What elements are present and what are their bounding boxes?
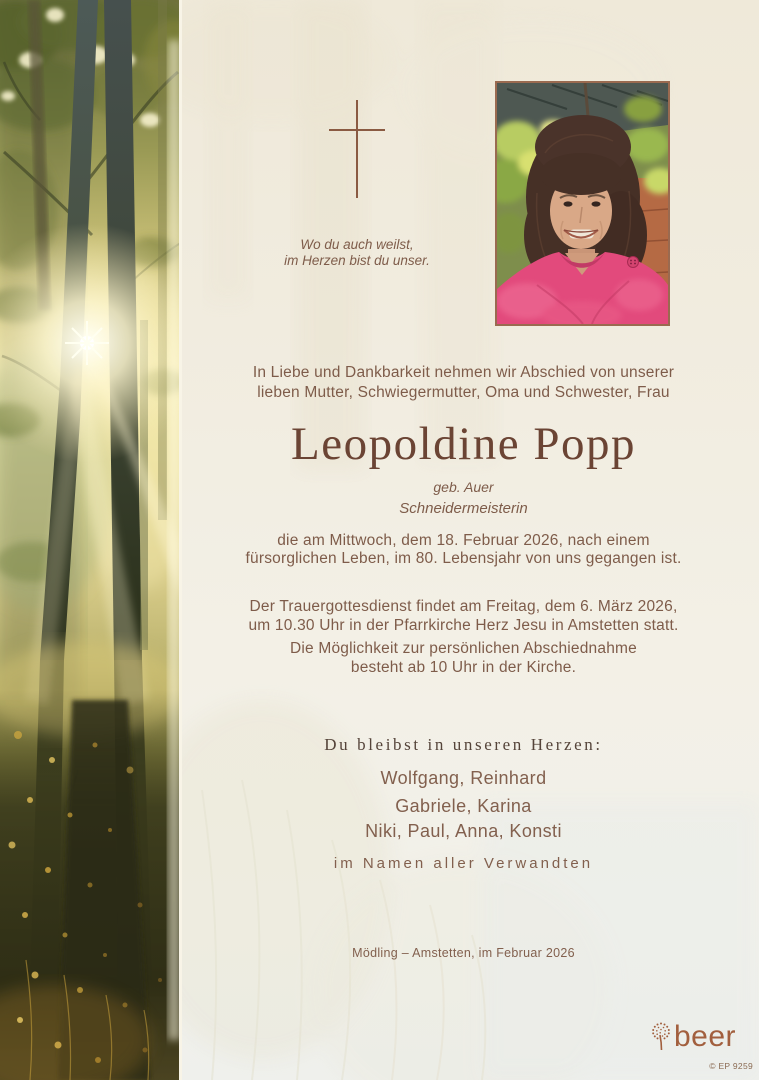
- place-and-date: Mödling – Amstetten, im Februar 2026: [352, 946, 575, 960]
- death-line-2: fürsorglichen Leben, im 80. Lebensjahr von uns gegangen ist.: [245, 550, 682, 567]
- farewell-line-1: Die Möglichkeit zur persönlichen Abschiednahme: [290, 640, 637, 657]
- farewell-line-2: besteht ab 10 Uhr in der Kirche.: [350, 658, 577, 676]
- mourners-closing: im Namen aller Verwandten: [333, 855, 594, 872]
- intro-paragraph: [182, 363, 745, 403]
- epigraph-line-1: Wo du auch weilst,: [300, 237, 414, 252]
- service-line-1: Der Trauergottesdienst findet am Freitag, dem 6. März 2026,: [249, 598, 678, 615]
- intro-line-2: lieben Mutter, Schwiegermutter, Oma und Schwester, Frau: [257, 384, 670, 401]
- intro-line-1: In Liebe und Dankbarkeit nehmen wir Abschied von unserer: [252, 364, 675, 381]
- copyright-code: © EP 9259: [709, 1061, 753, 1071]
- dandelion-tree-logo-icon: [649, 1020, 674, 1051]
- funeral-service-paragraph: [182, 598, 745, 635]
- forest-sunrise-image: [0, 0, 182, 1080]
- farewell-paragraph: [182, 640, 745, 677]
- portrait-photo: [495, 81, 670, 326]
- epigraph: [232, 237, 482, 268]
- mourners-line-2: Gabriele, Karina: [395, 796, 532, 816]
- cross-icon: [329, 100, 385, 200]
- death-notice-paragraph: [182, 532, 745, 568]
- hearts-heading: Du bleibst in unseren Herzen:: [324, 735, 603, 754]
- portrait-photo-image: [497, 83, 668, 324]
- birth-name: geb. Auer: [433, 479, 494, 495]
- mourners-line-1: Wolfgang, Reinhard: [380, 768, 547, 788]
- epigraph-line-2: im Herzen bist du unser.: [284, 252, 430, 268]
- profession: Schneidermeisterin: [399, 500, 528, 517]
- deceased-name: Leopoldine Popp: [291, 418, 636, 470]
- death-line-1: die am Mittwoch, dem 18. Februar 2026, nach einem: [277, 532, 650, 549]
- service-line-2: um 10.30 Uhr in der Pfarrkirche Herz Jesu in Amstetten statt.: [248, 616, 679, 634]
- printer-logo-text: beer: [674, 1020, 737, 1053]
- mourners-line-3: Niki, Paul, Anna, Konsti: [365, 821, 562, 841]
